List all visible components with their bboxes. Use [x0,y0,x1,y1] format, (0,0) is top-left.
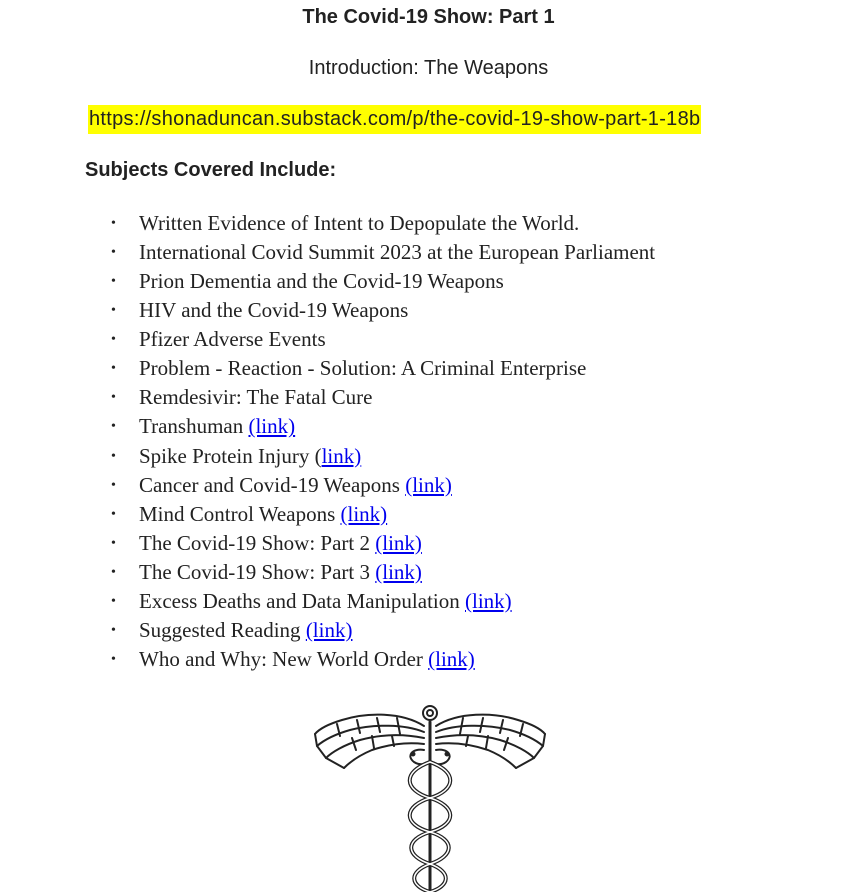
topic-text-wrap [139,354,586,383]
topic-label: Problem - Reaction - Solution: A Criminal Enterprise [139,356,587,381]
topic-text-wrap [139,442,361,471]
topic-label: Pfizer Adverse Events [139,327,326,352]
topic-text-wrap [139,529,422,558]
topic-label: Mind Control Weapons [139,501,341,526]
topic-label: Suggested Reading [139,617,306,642]
topic-label: Written Evidence of Intent to Depopulate the World. [139,211,580,235]
topic-text-wrap [139,296,408,325]
bullet-dot-icon: • [111,390,116,406]
document-subtitle: Introduction: The Weapons [308,57,549,79]
bullet-dot-icon: • [111,506,116,522]
topic-label: The Covid-19 Show: Part 3 [139,559,376,584]
bullet-dot-icon: • [111,564,116,580]
topic-text-wrap [139,325,326,354]
topic-link[interactable]: (link) [375,530,422,555]
topic-text-wrap [139,558,422,587]
topic-text-wrap [139,500,387,529]
topic-text-wrap [139,587,512,616]
topic-label: Spike Protein Injury ( [139,443,322,468]
topic-label: The Covid-19 Show: Part 2 [139,530,376,555]
topic-label: Who and Why: New World Order [139,646,429,671]
topic-label: Remdesivir: The Fatal Cure [139,385,373,410]
bullet-dot-icon: • [111,448,116,464]
article-url-container [88,105,701,134]
topic-link[interactable]: (link) [465,588,512,613]
topic-text-wrap [139,471,452,500]
topic-link[interactable]: (link) [340,501,388,526]
topic-link[interactable]: (link) [375,559,422,584]
bullet-dot-icon: • [111,216,116,231]
topic-label: HIV and the Covid-19 Weapons [139,298,409,323]
topic-text-wrap [139,267,504,296]
topic-text-wrap [139,616,352,645]
bullet-dot-icon: • [111,361,116,377]
bullet-dot-icon: • [111,303,116,319]
topic-text-wrap [139,209,579,238]
topic-text-wrap [139,383,372,412]
topic-text-wrap [139,238,655,267]
subjects-heading: Subjects Covered Include: [85,159,337,181]
topic-text-wrap [139,645,475,674]
topic-label: Excess Deaths and Data Manipulation [139,588,465,613]
article-url[interactable]: https://shonaduncan.substack.com/p/the-covid-19-show-part-1-18b [88,105,701,134]
topic-link[interactable]: (link) [305,617,353,642]
topic-text-wrap [139,412,295,441]
topic-label: Prion Dementia and the Covid-19 Weapons [139,269,504,294]
topic-link[interactable]: (link) [405,472,452,497]
bullet-dot-icon: • [111,332,116,348]
bullet-dot-icon: • [111,535,116,551]
bullet-dot-icon: • [111,593,116,609]
topic-link[interactable]: (link) [428,646,475,671]
caduceus-icon [312,702,548,892]
topic-label: Transhuman [139,414,249,439]
bullet-dot-icon: • [111,477,116,493]
bullet-dot-icon: • [111,651,116,667]
topic-link[interactable]: link) [321,443,362,468]
document-title: The Covid-19 Show: Part 1 [302,6,555,28]
bullet-dot-icon: • [111,419,116,435]
topic-label: Cancer and Covid-19 Weapons [139,472,406,497]
topic-link[interactable]: (link) [248,414,296,439]
bullet-dot-icon: • [111,622,116,638]
bullet-dot-icon: • [111,274,116,290]
bullet-dot-icon: • [111,245,116,261]
topic-label: International Covid Summit 2023 at the European Parliament [139,240,656,265]
